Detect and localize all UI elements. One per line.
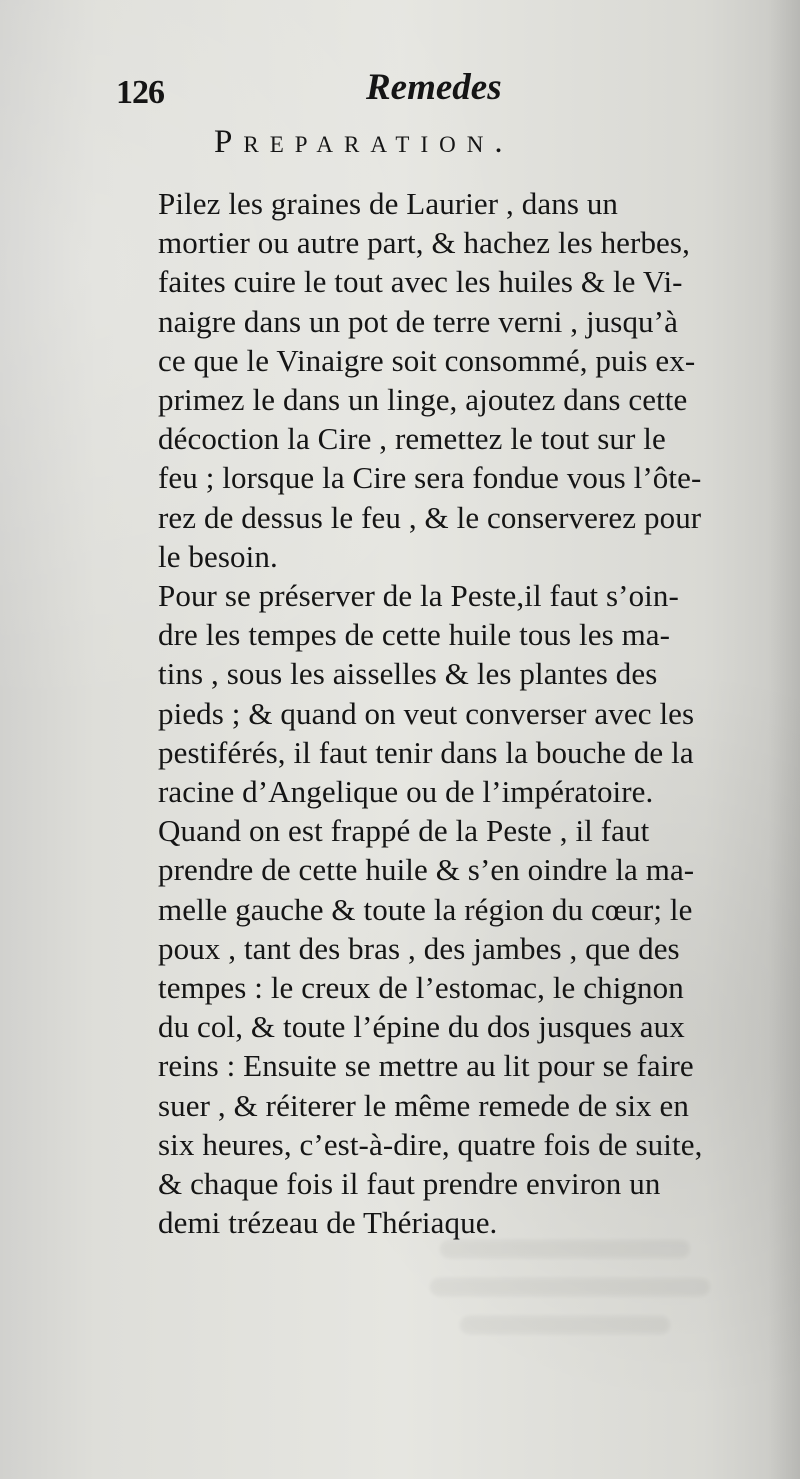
body-text [116,184,746,1242]
paragraph-line: racine d’Angelique ou de l’impératoire. [158,774,654,810]
paragraph-line: reins : Ensuite se mettre au lit pour se faire [158,1048,694,1084]
paragraph-line: suer , & réiterer le même remede de six en [158,1087,689,1123]
paragraph-1 [116,184,746,576]
paragraph-line: dre les tempes de cette huile tous les ma- [158,617,671,653]
section-heading: Preparation. [214,124,514,160]
paragraph-line: demi trézeau de Thériaque. [158,1205,498,1241]
page-edge-shadow [768,0,800,1479]
paragraph-line: tempes : le creux de l’estomac, le chignon [158,970,684,1006]
running-title: Remedes [366,67,502,108]
paragraph-line: six heures, c’est-à-dire, quatre fois de suite, [158,1126,703,1162]
paragraph-line: rez de dessus le feu , & le conserverez pour [158,499,702,535]
bleed-through-texture [420,1240,750,1370]
bleed-through-line [430,1278,710,1296]
bleed-through-line [460,1316,670,1334]
paragraph-line: prendre de cette huile & s’en oindre la ma- [158,852,695,888]
paragraph-line: primez le dans un linge, ajoutez dans cette [158,382,688,418]
paragraph-line: naigre dans un pot de terre verni , jusqu’à [158,303,678,339]
paragraph-line: tins , sous les aisselles & les plantes des [158,656,658,692]
page-header [116,62,736,112]
paragraph-line: poux , tant des bras , des jambes , que des [158,930,680,966]
paragraph-line: le besoin. [158,538,278,574]
paragraph-line: & chaque fois il faut prendre environ un [158,1166,661,1202]
paragraph-line: mortier ou autre part, & hachez les herbes, [158,225,690,261]
paragraph-2 [116,576,746,811]
page-number: 126 [116,74,164,111]
paragraph-line: du col, & toute l’épine du dos jusques aux [158,1009,685,1045]
paragraph-line: melle gauche & toute la région du cœur; le [158,891,693,927]
paragraph-line: feu ; lorsque la Cire sera fondue vous l’ôte- [158,460,702,496]
paragraph-line: pieds ; & quand on veut converser avec les [158,695,695,731]
paragraph-line: Quand on est frappé de la Peste , il faut [158,813,650,849]
paragraph-line: Pilez les graines de Laurier , dans un [158,186,619,221]
paragraph-line: ce que le Vinaigre soit consommé, puis ex- [158,342,696,378]
paragraph-line: pestiférés, il faut tenir dans la bouche de la [158,734,694,770]
paragraph-3 [116,811,746,1242]
paragraph-line: décoction la Cire , remettez le tout sur le [158,421,666,457]
paragraph-line: faites cuire le tout avec les huiles & le Vi- [158,264,683,300]
bleed-through-line [440,1240,690,1258]
paragraph-line: Pour se préserver de la Peste,il faut s’oin- [158,578,679,614]
